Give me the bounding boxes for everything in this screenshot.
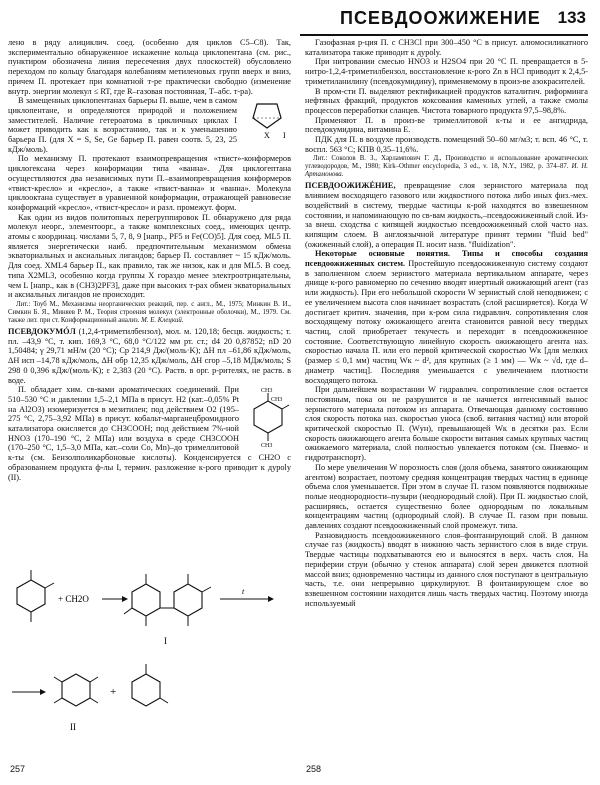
entry-term: ПСЕВДООЖИЖÉНИЕ, [305, 181, 396, 191]
entry-fluidization [305, 181, 588, 249]
literature-reference [305, 155, 588, 179]
author-signature: М. Е. Клецкий. [141, 316, 184, 324]
methyl-label: CH3 [261, 388, 273, 395]
entry-pseudocumene [8, 327, 291, 385]
ring-atom-label: X [264, 131, 270, 141]
entry-text: (1,2,4-триметилбензол), мол. м. 120,18; бесцв. жидкость; т. пл. –43,9 °С, т. кип. 169,3 °С, 68,0 °С/122 мм рт. ст.; d4 20 0,87852; nD 20 1,50484; γ 29,71 мН/м (20 °С); Cp 214,9 Дж/(моль·K); ΔH пл –61,86 кДж/моль, ΔH исп –14,78 кДж/моль, ΔH обр 12,35 кДж/моль, ΔH сгор –5,18 МДж/моль; S 298 0 0,396 кДж/(моль·K); ε 2,383 (20 °С). Раств. в орг. р-рителях, не раств. в воде. [8, 326, 291, 385]
paragraph: При дальнейшем возрастании W гидравлич. сопротивление слоя остается постоянным, пока он не разрушится и не начнется интенсивный вынос зернистого материала потоком из аппарата. Отвечающая данному состоянию слоя скорость потока наз. скоростью уноса (своб. витания частиц) или второй критической скоростью П. (Wун), превышающей Wк в десятки раз. Если скорость ожижающего агента больше скорости витания самых крупных частиц ожижаемого материала, слой полностью увлекается потоком (см. Пневмо- и гидротранспорт). [305, 385, 588, 463]
left-column [8, 38, 291, 548]
right-page-number: 258 [306, 764, 322, 774]
methyl-label: CH3 [261, 443, 273, 448]
subsection-heading: Некоторые основные понятия. Типы и способы создания псевдоожиженных систем. [305, 249, 588, 269]
paragraph: лено в ряду алициклич. соед. (особенно для циклов C5–C8). Так, экспериментально обнаруженное искажение кольца циклопентана (см. рис., пунктиром обозначена линия пересечения двух плоскостей) обусловлено переходом по кольцу благодаря колебаниям метиленовых групп вверх и вниз, причем П. протекает при комнатной т-ре практически свободно (изменение внутр. энергии молекул ≤ RT, где R–газовая постоянная, T–абс. т-ра). [8, 38, 291, 96]
entry-term: ПСЕВДОКУМÓЛ [8, 326, 76, 336]
paragraph: При нитровании смесью HNO3 и H2SO4 при 20 °С П. превращается в 5-нитро-1,2,4-триметилбензол, восстановление к-рого Zn в HCl приводит к 2,4,5-триметиланилину (псевдокумидину), применяемому в произ-ве азокрасителей. [305, 57, 588, 86]
label-II: II [70, 722, 76, 732]
paragraph: Разновидность псевдоожиженного слоя–фонтанирующий слой. В данном случае газ (жидкость) вводят в нижнюю часть зернистого слоя в виде струи. Твердые частицы подхватываются ею и выносятся в верх. часть слоя. На периферии струи (обычно у стенок аппарата) слой зерен движется плотной массой вниз; одновременно частицы из данного слоя поступают в центральную часть, т.е. они непрерывно циркулируют. В фонтанирующем слое во взвешенном состоянии находится лишь часть твердых частиц. Поэтому иногда используемый [305, 530, 588, 608]
label-I: I [164, 636, 167, 646]
literature-text: Лит.: Соколов В. З., Харлампович Г. Д., Производство и использование ароматических углеводородов, М., 1980; Kirk–Othmer encyclopedia, 3 ed., v. 18, N.Y., 1982, p. 374–87. [305, 155, 588, 171]
right-column [305, 38, 588, 750]
paragraph: По мере увеличения W порозность слоя (доля объема, занятого ожижающим агентом) возрастает, поэтому средняя концентрация твердых частиц в единице объема слоя уменьшается. При этом в случае П. газом появляются подвижные полые неоднородности–пузыри (неоднородный слой). При П. жидкостью слой, расширяясь, остается существенно более однородным по локальным концентрациям частиц (однородный слой). В случае П. газом при повыш. давлениях создают псевдоожиженный слой промежут. типа. [305, 462, 588, 531]
author-signature: И. Н. Артамонова. [305, 163, 588, 179]
formaldehyde-reagent: + CH2O [58, 594, 89, 604]
coproduct-xylene [132, 664, 168, 706]
cyclopentane-ring-structure-I [243, 98, 291, 142]
product-II-durene [54, 674, 98, 706]
section-text: Простейшую псевдоожиженную систему создают в заполненном слоем зернистого материала вертикальном аппарате, через днище к-рого равномерно по сечению вводят инертный ожижающий агент (газ или жидкость). При его небольшой скорости W зернистый слой неподвижен; с ее увеличением высота слоя начинает возрастать (слой расширяется). Когда W достигает критич. значения, при к-ром сила гидравлич. сопротивления слоя восходящему потоку ожижающего агента становится равной весу твердых частиц, слой приобретает текучесть и переходит в псевдоожиженное состояние. Соответствующую линейную скорость ожижающего агента наз. скоростью начала П. или его первой критической скоростью Wк [для мелких (размер ≤ 0,1 мм) частиц Wк ~ d², для крупных (≥ 1 мм) — Wк ~ √d, где d–диаметр частиц]. Последняя уменьшается с увеличением плотности восходящего потока. [305, 259, 589, 385]
paragraph: В пром-сти П. выделяют ректификацией продуктов каталитич. риформинга нефтяных фракций, продуктов коксования каменных углей, а также смолы процессов переработки сланцев. Чистота товарного продукта 97,5–98,8%. [305, 86, 588, 115]
paragraph: ПДК для П. в воздухе производств. помещений 50–60 мг/м3; т. всп. 46 °С, т. воспл. 563 °С; КПВ 0,35–11,6%. [305, 135, 588, 154]
plus-sign: + [110, 686, 117, 698]
paragraph: Как один из видов политопных перегруппировок П. обнаружено для ряда молекул неорг., элементоорг., а также комплексных соед., имеющих центр. атомы с координац. числами 5, 7, 8, 9 [напр., PF5 и Fe(CO)5]. Для соед. ML5 П. является энергетически наиб. предпочтительным механизмом обмена экваториальных и аксиальных лигандов; барьер П. составляет ~ 15 кДж/моль. Для соед. XML4 барьер П., как правило, так же низок, как и для ML5. В соед. типа X2ML3, особенно когда группы X гораздо менее электроотрицательны, чем L [напр., как в (CH3)2PF3], даже при высоких т-рах обмен экваториальных и аксиальных лигандов не происходит. [8, 212, 291, 300]
running-header [300, 4, 588, 36]
running-title: ПСЕВДООЖИЖЕНИЕ [340, 8, 541, 28]
paragraph: Применяют П. в произ-ве тримеллитовой к-ты и ее ангидрида, псевдокумидина, витамина E. [305, 115, 588, 135]
literature-reference [8, 301, 291, 325]
reactant-pseudocumene [17, 570, 54, 622]
literature-text: Лит.: Тоуб М., Механизмы неорганических реакций, пер. с англ., М., 1975; Минкин В. И., Симкин Б. Я., Миняев Р. М., Теория строения молекул (электронные оболочки), М., 1979. См. также лит. при ст. Конформационный анализ. [8, 300, 291, 324]
reaction-scheme [6, 552, 298, 757]
methyl-label: CH3 [271, 397, 283, 404]
paragraph: По механизму П. протекают взаимопревращения «твист»-конформеров циклогексана через конформации типа «ванна». Для циклогептана осуществляются два независимых пути П.–взаимопревращения конформеров «твист-кресло» и «кресло», а также «твист-ванна» и «ванна». Молекула циклооктана существует в уравненной конформации, отражающей равновесие конформаций «кресло», «твист-кресло» и разл. промежут. форм. [8, 154, 291, 212]
left-page-number: 257 [10, 764, 26, 774]
pseudocumene-structure [245, 387, 291, 447]
structure-label-I: I [283, 131, 286, 141]
paragraph: В замещенных циклопентанах барьеры П. выше, чем в самом циклопентане, и определяются природой и положением заместителей. Наличие гетероатома в цикличных циклах I может приводить как к возрастанию, так и к уменьшению барьера П. (для X = S, Se, Ge барьер П. равен соотв. 5, 23, 25 кДж/моль). [8, 96, 237, 154]
page-number: 133 [557, 8, 586, 27]
paragraph: П. обладает хим. св-вами ароматических соединений. При 510–530 °С и давлении 1,5–2,1 МПа в присут. H2 (кат.–0,05% Pt на Al2O3) изомеризуется в мезитилен; под действием O2 (195–275 °С, 2,75–3,92 МПа) в присут. кобальт-марганецбромидного катализатора окисляется до CH3COOH; под действием 7%-ной HNO3 (170–190 °С, 2 МПа) или воздуха в среде CH3COOH (170–250 °С, 1,5–3,0 МПа, кат.–соли Co, Mn)–до тримеллитовой к-ты (см. Бензолполикарбоновые кислоты). Конденсируется с CH2O с образованием продукта ф-лы I, термич. разложение к-рого приводит к дурolу (II). [8, 385, 291, 482]
section-paragraph [305, 249, 588, 385]
entry-text: превращение слоя зернистого материала под влиянием восходящего газового или жидкостного потока либо иных физ.-мех. воздействий в систему, твердые частицы к-рой находятся во взвешенном состоянии, и напоминающую по св-вам жидкость,–псевдоожиженный слой. Из-за внеш. сходства с кипящей жидкостью псевдоожиженный слой часто наз. кипящим слоем. В англоязычной литературе принят термин "fluid bed" (ожиженный слой), а операция П. носит назв. "fluidization". [305, 181, 588, 249]
product-I-structure [124, 574, 211, 626]
arrow-label: t [242, 587, 245, 596]
paragraph: Газофазная р-ция П. с CH3Cl при 300–450 °С в присут. алюмосиликатного катализатора также приводит к дурolу. [305, 38, 588, 57]
